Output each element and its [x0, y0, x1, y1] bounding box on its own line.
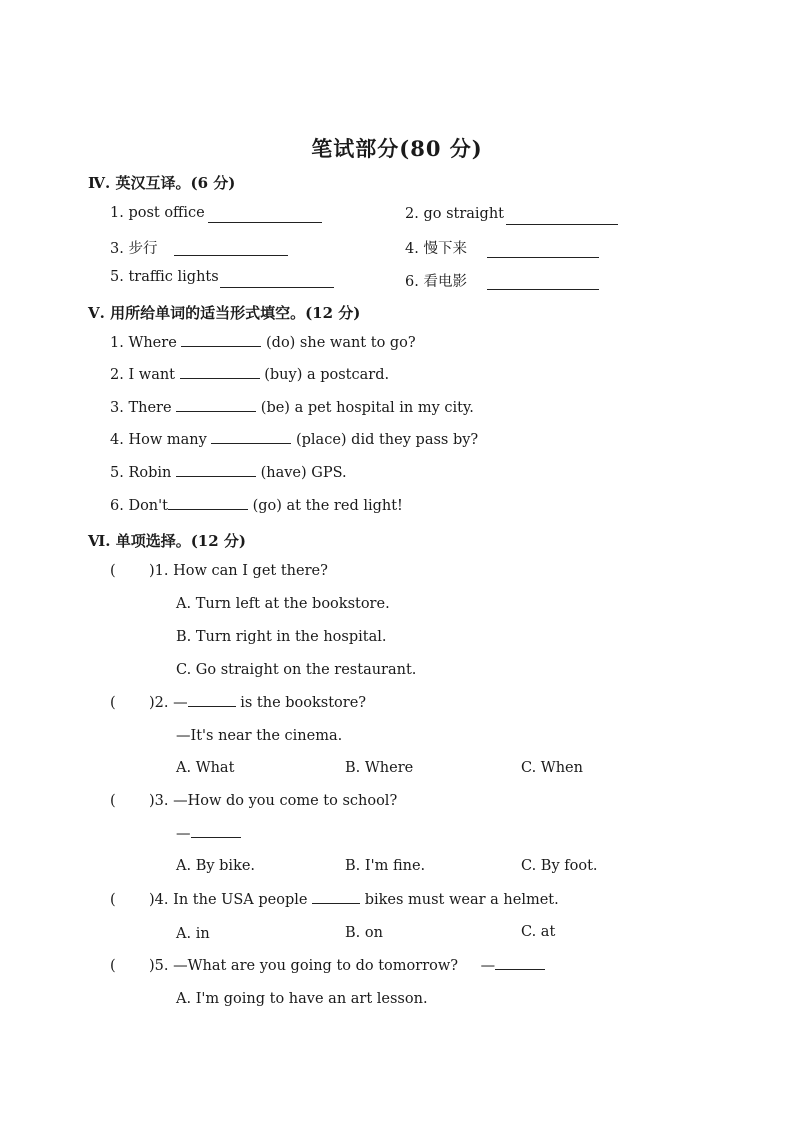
q5-question [149, 958, 545, 974]
s5-item-6 [110, 498, 403, 514]
s4-answer-line-5[interactable] [220, 287, 334, 288]
q2-option-c: C. When [521, 760, 583, 776]
q3-answer-line [176, 826, 241, 842]
q1-option-c: C. Go straight on the restaurant. [176, 662, 417, 678]
s5-blank-4[interactable] [211, 442, 291, 444]
s5-item-3 [110, 400, 474, 416]
section-6-heading: Ⅵ. 单项选择。(12 分) [88, 532, 246, 550]
q4-blank[interactable] [312, 902, 360, 904]
s5-item-1-pre: 1. Where [110, 335, 177, 351]
q4-question-pre: )4. In the USA people [149, 892, 308, 908]
q3-blank[interactable] [191, 836, 241, 838]
q5-question-text: )5. —What are you going to do tomorrow? [149, 958, 459, 974]
s4-item-1: 1. post office [110, 205, 205, 221]
s5-item-3-pre: 3. There [110, 400, 172, 416]
s5-item-5 [110, 465, 347, 481]
q5-dash: — [480, 958, 496, 974]
s5-item-4 [110, 432, 478, 448]
q2-option-b: B. Where [345, 760, 414, 776]
s5-item-6-post: (go) at the red light! [252, 498, 403, 514]
s4-answer-line-6[interactable] [487, 289, 599, 290]
s5-blank-3[interactable] [176, 410, 256, 412]
q3-option-b: B. I'm fine. [345, 858, 426, 874]
s4-answer-line-2[interactable] [506, 224, 618, 225]
q3-dash: — [176, 826, 191, 842]
s5-item-2-pre: 2. I want [110, 367, 176, 383]
q4-option-a: A. in [176, 926, 210, 942]
s5-item-1-post: (do) she want to go? [266, 335, 416, 351]
q1-question: )1. How can I get there? [149, 563, 328, 579]
q2-answer-line: —It's near the cinema. [176, 728, 343, 744]
s5-blank-1[interactable] [181, 345, 261, 347]
s5-item-6-pre: 6. Don't [110, 498, 168, 514]
q2-blank[interactable] [188, 705, 236, 707]
s4-item-6: 6. 看电影 [405, 274, 467, 290]
s4-answer-line-4[interactable] [487, 257, 599, 258]
s5-item-5-post: (have) GPS. [260, 465, 347, 481]
q3-option-a: A. By bike. [176, 858, 256, 874]
s5-item-2-post: (buy) a postcard. [264, 367, 390, 383]
s5-item-2 [110, 367, 389, 383]
q1-option-a: A. Turn left at the bookstore. [176, 596, 390, 612]
q4-option-b: B. on [345, 925, 383, 941]
s5-blank-5[interactable] [176, 475, 256, 477]
s5-blank-6[interactable] [168, 508, 248, 510]
q2-question-pre: )2. — [149, 695, 188, 711]
q1-answer-paren[interactable]: ( [110, 563, 116, 579]
s5-item-3-post: (be) a pet hospital in my city. [260, 400, 474, 416]
s5-item-4-pre: 4. How many [110, 432, 207, 448]
s4-answer-line-3[interactable] [174, 255, 288, 256]
q1-option-b: B. Turn right in the hospital. [176, 629, 387, 645]
s5-blank-2[interactable] [180, 377, 260, 379]
q3-question: )3. —How do you come to school? [149, 793, 398, 809]
q5-blank[interactable] [495, 968, 545, 970]
q4-option-c: C. at [521, 924, 556, 940]
q3-answer-paren[interactable]: ( [110, 793, 116, 809]
q4-question-post: bikes must wear a helmet. [364, 892, 559, 908]
s5-item-4-post: (place) did they pass by? [295, 432, 479, 448]
s4-item-5: 5. traffic lights [110, 269, 219, 285]
s4-answer-line-1[interactable] [208, 222, 322, 223]
q2-answer-paren[interactable]: ( [110, 695, 116, 711]
s4-item-3: 3. 步行 [110, 241, 158, 257]
q2-option-a: A. What [176, 760, 235, 776]
q3-option-c: C. By foot. [521, 858, 598, 874]
section-4-heading: Ⅳ. 英汉互译。(6 分) [88, 174, 236, 192]
q4-answer-paren[interactable]: ( [110, 892, 116, 908]
s5-item-5-pre: 5. Robin [110, 465, 172, 481]
section-5-heading: Ⅴ. 用所给单词的适当形式填空。(12 分) [88, 304, 361, 322]
page-title: 笔试部分(80 分) [311, 136, 483, 161]
q2-question-post: is the bookstore? [240, 695, 367, 711]
q5-answer-paren[interactable]: ( [110, 958, 116, 974]
s5-item-1 [110, 335, 416, 351]
s4-item-2: 2. go straight [405, 206, 504, 222]
q4-question [149, 892, 559, 908]
s4-item-4: 4. 慢下来 [405, 241, 467, 257]
q2-question [149, 695, 366, 711]
q5-option-a: A. I'm going to have an art lesson. [176, 991, 428, 1007]
